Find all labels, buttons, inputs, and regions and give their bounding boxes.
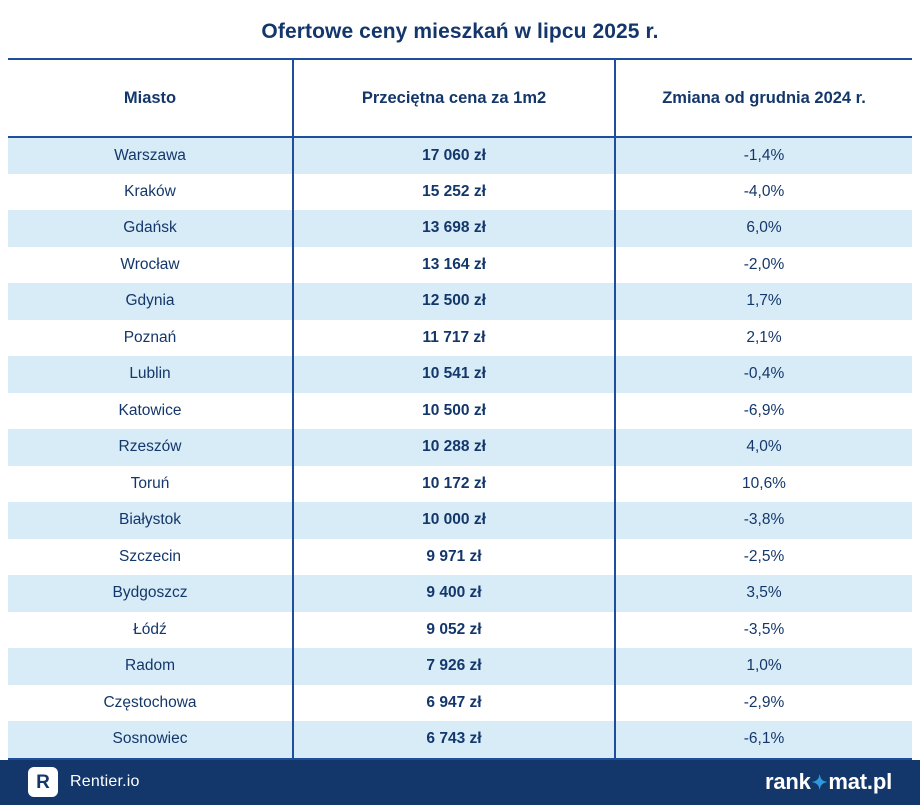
footer-bar	[0, 760, 920, 805]
cell-change: -2,0%	[615, 247, 912, 284]
table-row	[8, 466, 912, 503]
rankomat-label-part2: mat.pl	[828, 769, 892, 795]
table-body	[8, 137, 912, 758]
cell-change: -2,5%	[615, 539, 912, 576]
cell-city: Kraków	[8, 174, 293, 211]
cell-city: Wrocław	[8, 247, 293, 284]
table-row	[8, 393, 912, 430]
cell-change: -1,4%	[615, 137, 912, 174]
cell-price: 6 947 zł	[293, 685, 615, 722]
cell-change: 6,0%	[615, 210, 912, 247]
rankomat-logo	[765, 769, 892, 795]
cell-city: Białystok	[8, 502, 293, 539]
cell-change: 2,1%	[615, 320, 912, 357]
table-row	[8, 137, 912, 174]
cell-city: Częstochowa	[8, 685, 293, 722]
cell-city: Szczecin	[8, 539, 293, 576]
cell-city: Poznań	[8, 320, 293, 357]
cell-price: 13 164 zł	[293, 247, 615, 284]
cell-price: 10 000 zł	[293, 502, 615, 539]
cell-price: 12 500 zł	[293, 283, 615, 320]
table-row	[8, 429, 912, 466]
cell-change: -6,1%	[615, 721, 912, 758]
table-row	[8, 721, 912, 758]
cell-price: 13 698 zł	[293, 210, 615, 247]
rankomat-label-part1: rank	[765, 769, 811, 795]
price-table-wrapper	[8, 58, 912, 760]
cell-change: 10,6%	[615, 466, 912, 503]
cell-city: Bydgoszcz	[8, 575, 293, 612]
column-header-price: Przeciętna cena za 1m2	[293, 60, 615, 137]
table-row	[8, 174, 912, 211]
cell-price: 11 717 zł	[293, 320, 615, 357]
cell-price: 15 252 zł	[293, 174, 615, 211]
star-icon: ✦	[811, 772, 828, 794]
cell-price: 9 400 zł	[293, 575, 615, 612]
rentier-label: Rentier.io	[70, 773, 140, 791]
table-row	[8, 210, 912, 247]
table-row	[8, 648, 912, 685]
column-header-city: Miasto	[8, 60, 293, 137]
column-header-change: Zmiana od grudnia 2024 r.	[615, 60, 912, 137]
cell-change: 1,7%	[615, 283, 912, 320]
cell-price: 10 500 zł	[293, 393, 615, 430]
cell-price: 10 541 zł	[293, 356, 615, 393]
cell-price: 9 971 zł	[293, 539, 615, 576]
cell-change: 1,0%	[615, 648, 912, 685]
price-table	[8, 60, 912, 758]
table-row	[8, 356, 912, 393]
cell-city: Radom	[8, 648, 293, 685]
table-row	[8, 539, 912, 576]
cell-change: -2,9%	[615, 685, 912, 722]
table-header-row	[8, 60, 912, 137]
cell-city: Gdynia	[8, 283, 293, 320]
cell-price: 7 926 zł	[293, 648, 615, 685]
cell-price: 9 052 zł	[293, 612, 615, 649]
cell-city: Gdańsk	[8, 210, 293, 247]
cell-price: 17 060 zł	[293, 137, 615, 174]
cell-change: -4,0%	[615, 174, 912, 211]
page-title: Ofertowe ceny mieszkań w lipcu 2025 r.	[261, 20, 659, 43]
cell-change: -6,9%	[615, 393, 912, 430]
cell-city: Rzeszów	[8, 429, 293, 466]
cell-city: Łódź	[8, 612, 293, 649]
table-row	[8, 283, 912, 320]
cell-price: 10 288 zł	[293, 429, 615, 466]
cell-city: Katowice	[8, 393, 293, 430]
cell-change: 3,5%	[615, 575, 912, 612]
table-row	[8, 320, 912, 357]
cell-change: 4,0%	[615, 429, 912, 466]
table-row	[8, 247, 912, 284]
cell-change: -3,8%	[615, 502, 912, 539]
cell-price: 10 172 zł	[293, 466, 615, 503]
table-row	[8, 575, 912, 612]
rentier-r-icon: R	[28, 767, 58, 797]
cell-change: -3,5%	[615, 612, 912, 649]
table-row	[8, 502, 912, 539]
cell-change: -0,4%	[615, 356, 912, 393]
table-row	[8, 612, 912, 649]
cell-price: 6 743 zł	[293, 721, 615, 758]
cell-city: Toruń	[8, 466, 293, 503]
table-header	[8, 60, 912, 137]
cell-city: Warszawa	[8, 137, 293, 174]
cell-city: Sosnowiec	[8, 721, 293, 758]
rentier-logo	[28, 767, 140, 797]
cell-city: Lublin	[8, 356, 293, 393]
table-row	[8, 685, 912, 722]
